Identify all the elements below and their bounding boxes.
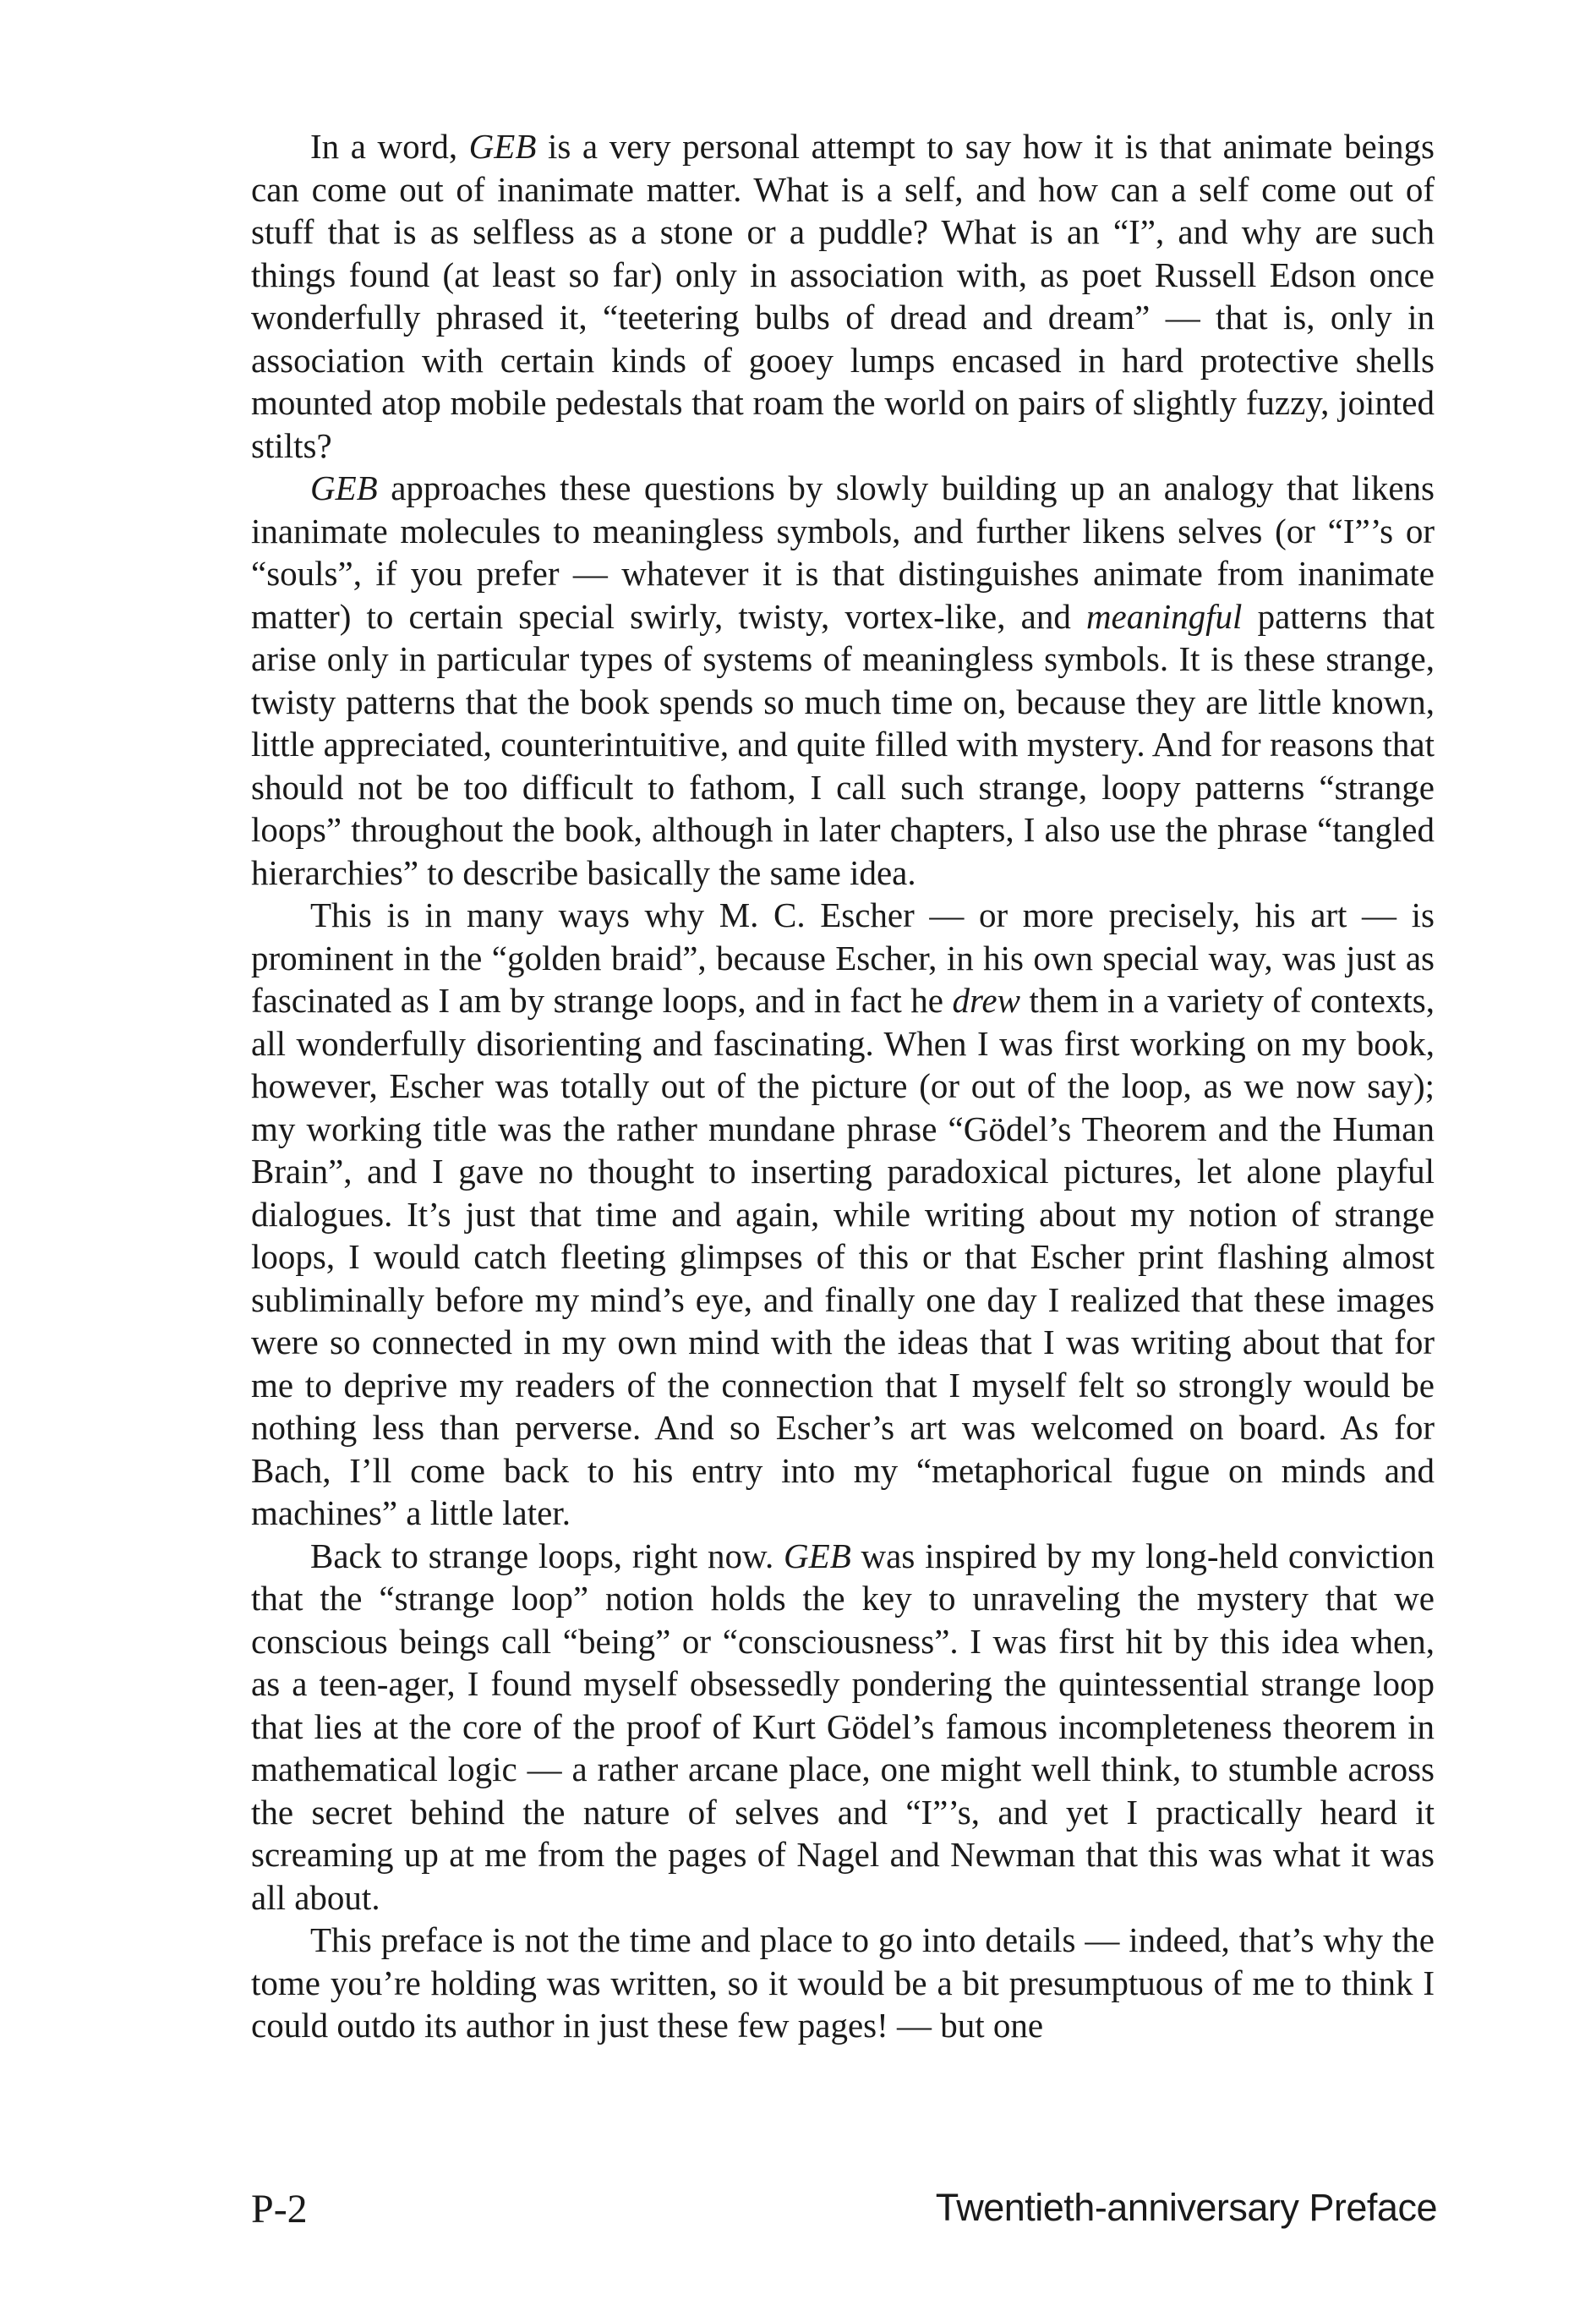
paragraph: GEB approaches these questions by slowly building up an analogy that likens inanimate molecules to meaningless symbols, and further likens selves (or “I”’s or “souls”, if you prefer — whatever it is that distinguishes animate from inanimate matter) to certain special swirly, twisty, vortex-like, and meaningful patterns that arise only in particular types of systems of meaningless symbols. It is these strange, twisty patterns that the book spends so much time on, because they are little known, little appreciated, counterintuitive, and quite filled with mystery. And for reasons that should not be too difficult to fathom, I call such strange, loopy patterns “strange loops” throughout the book, although in later chapters, I also use the phrase “tangled hierarchies” to describe basically the same idea. xyxy=(251,468,1435,892)
paragraph: In a word, GEB is a very personal attempt to say how it is that animate beings can come out of inanimate matter. What is a self, and how can a self come out of stuff that is as selfless as a stone or a puddle? What is an “I”, and why are such things found (at least so far) only in association with, as poet Russell Edson once wonderfully phrased it, “teetering bulbs of dread and dream” — that is, only in association with certain kinds of gooey lumps encased in hard protective shells mounted atop mobile pedestals that roam the world on pairs of slightly fuzzy, jointed stilts? xyxy=(251,127,1435,465)
paragraph: Back to strange loops, right now. GEB was inspired by my long-held conviction that the “strange loop” notion holds the key to unraveling the mystery that we conscious beings call “being” or “consciousness”. I was first hit by this idea when, as a teen-ager, I found myself obsessedly pondering the quintessential strange loop that lies at the core of the proof of Kurt Gödel’s famous incompleteness theorem in mathematical logic — a rather arcane place, one might well think, to stumble across the secret behind the nature of selves and “I”’s, and yet I practically heard it screaming up at me from the pages of Nagel and Newman that this was what it was all about. xyxy=(251,1536,1435,1917)
body-text xyxy=(251,125,1435,2047)
paragraph: This preface is not the time and place to go into details — indeed, that’s why the tome you’re holding was written, so it would be a bit presumptuous of me to think I could outdo its author in just these few pages! — but one xyxy=(251,1920,1435,2045)
page-number: P-2 xyxy=(251,2187,308,2232)
paragraph: This is in many ways why M. C. Escher — or more precisely, his art — is prominent in the “golden braid”, because Escher, in his own special way, was just as fascinated as I am by strange loops, and in fact he drew them in a variety of contexts, all wonderfully disorienting and fascinating. When I was first working on my book, however, Escher was totally out of the picture (or out of the loop, as we now say); my working title was the rather mundane phrase “Gödel’s Theorem and the Human Brain”, and I gave no thought to inserting paradoxical pictures, let alone playful dialogues. It’s just that time and again, while writing about my notion of strange loops, I would catch fleeting glimpses of this or that Escher print flashing almost subliminally before my mind’s eye, and finally one day I realized that these images were so connected in my own mind with the ideas that I was writing about that for me to deprive my readers of the connection that I myself felt so strongly would be nothing less than perverse. And so Escher’s art was welcomed on board. As for Bach, I’ll come back to his entry into my “metaphorical fugue on minds and machines” a little later. xyxy=(251,895,1435,1532)
running-footer-title: Twentieth-anniversary Preface xyxy=(935,2186,1437,2229)
